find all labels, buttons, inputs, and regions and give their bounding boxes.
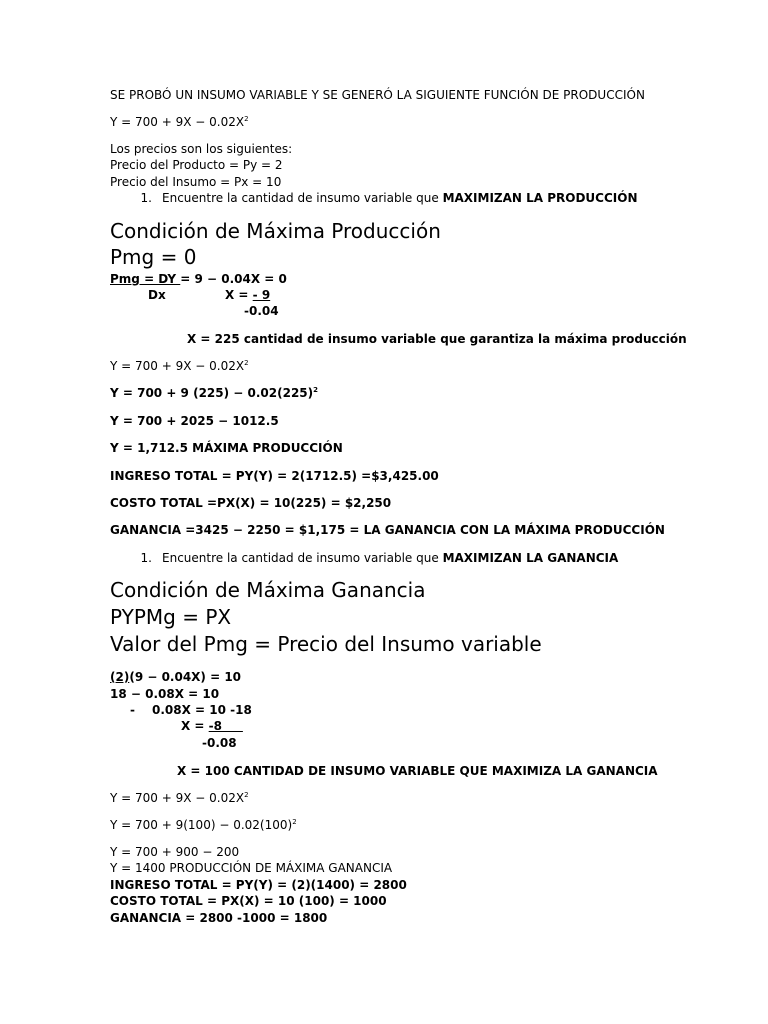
- price-product: Precio del Producto = Py = 2: [110, 158, 283, 172]
- maxprod-title: Condición de Máxima Producción: [110, 219, 441, 243]
- maxprofit-x-label: X =: [181, 719, 209, 733]
- maxprod-subtitle: Pmg = 0: [110, 245, 197, 269]
- maxprod-total-income: INGRESO TOTAL = PY(Y) = 2(1712.5) =$3,425.00: [110, 469, 439, 483]
- question-1-bold: MAXIMIZAN LA PRODUCCIÓN: [442, 191, 638, 205]
- maxprofit-profit: GANANCIA = 2800 -1000 = 1800: [110, 911, 328, 925]
- maxprod-result: X = 225 cantidad de insumo variable que garantiza la máxima producción: [187, 332, 687, 346]
- maxprod-dx: Dx: [148, 288, 166, 302]
- maxprofit-substitution-2: Y = 700 + 900 − 200: [110, 845, 240, 859]
- maxprod-derivative: [110, 272, 287, 286]
- maxprofit-eq-3: 0.08X = 10 -18: [152, 703, 252, 717]
- maxprofit-x-fraction: [181, 719, 243, 733]
- maxprofit-function-exponent: 2: [244, 791, 249, 799]
- maxprofit-x-denominator: -0.08: [202, 736, 237, 750]
- maxprofit-y-value: Y = 1400 PRODUCCIÓN DE MÁXIMA GANANCIA: [110, 861, 393, 875]
- maxprofit-substitution-1: [110, 818, 297, 832]
- maxprofit-function-base: Y = 700 + 9X − 0.02X: [110, 791, 245, 805]
- maxprofit-substitution-1-exponent: 2: [292, 818, 297, 826]
- maxprod-total-cost: COSTO TOTAL =PX(X) = 10(225) = $2,250: [110, 496, 392, 510]
- question-1: [110, 191, 638, 205]
- intro-heading: SE PROBÓ UN INSUMO VARIABLE Y SE GENERÓ LA SIGUIENTE FUNCIÓN DE PRODUCCIÓN: [110, 88, 645, 102]
- production-function: [110, 115, 249, 129]
- question-1-text: Encuentre la cantidad de insumo variable que: [162, 191, 443, 205]
- maxprod-derivative-rest: = 9 − 0.04X = 0: [180, 272, 287, 286]
- maxprofit-eq-1-underlined: (2): [110, 670, 130, 684]
- maxprod-x-numerator: - 9: [252, 288, 271, 302]
- maxprofit-eq-1: [110, 670, 241, 684]
- maxprod-substitution-2: Y = 700 + 2025 − 1012.5: [110, 414, 279, 428]
- maxprod-x-label: X =: [225, 288, 253, 302]
- maxprod-function-exponent: 2: [244, 359, 249, 367]
- maxprod-y-value: Y = 1,712.5 MÁXIMA PRODUCCIÓN: [110, 441, 343, 455]
- maxprofit-title: Condición de Máxima Ganancia: [110, 578, 426, 602]
- maxprofit-eq-3-dash: -: [130, 703, 135, 717]
- maxprofit-total-cost: COSTO TOTAL = PX(X) = 10 (100) = 1000: [110, 894, 387, 908]
- production-function-base: Y = 700 + 9X − 0.02X: [110, 115, 245, 129]
- question-2-text: Encuentre la cantidad de insumo variable que: [162, 551, 443, 565]
- maxprofit-result: X = 100 CANTIDAD DE INSUMO VARIABLE QUE MAXIMIZA LA GANANCIA: [177, 764, 658, 778]
- maxprod-function-base: Y = 700 + 9X − 0.02X: [110, 359, 245, 373]
- production-function-exponent: 2: [244, 115, 249, 123]
- list-number: 1.: [140, 551, 152, 565]
- maxprofit-function: [110, 791, 249, 805]
- maxprod-profit: GANANCIA =3425 − 2250 = $1,175 = LA GANANCIA CON LA MÁXIMA PRODUCCIÓN: [110, 523, 665, 537]
- prices-intro: Los precios son los siguientes:: [110, 142, 293, 156]
- maxprod-function: [110, 359, 249, 373]
- question-2: [110, 551, 618, 565]
- maxprofit-substitution-1-base: Y = 700 + 9(100) − 0.02(100): [110, 818, 293, 832]
- maxprod-substitution-1-exponent: 2: [313, 386, 319, 394]
- list-number: 1.: [140, 191, 152, 205]
- maxprod-x-denominator: -0.04: [244, 304, 279, 318]
- maxprofit-subtitle: PYPMg = PX: [110, 605, 232, 629]
- maxprod-derivative-underlined: Pmg = DY: [110, 272, 181, 286]
- price-input: Precio del Insumo = Px = 10: [110, 175, 282, 189]
- maxprofit-x-numerator: -8: [208, 719, 243, 733]
- question-2-bold: MAXIMIZAN LA GANANCIA: [442, 551, 619, 565]
- maxprod-substitution-1: [110, 386, 318, 400]
- maxprofit-condition: Valor del Pmg = Precio del Insumo variable: [110, 632, 542, 656]
- maxprofit-eq-2: 18 − 0.08X = 10: [110, 687, 220, 701]
- maxprofit-total-income: INGRESO TOTAL = PY(Y) = (2)(1400) = 2800: [110, 878, 407, 892]
- maxprofit-eq-1-rest: (9 − 0.04X) = 10: [129, 670, 242, 684]
- maxprod-x-fraction: [225, 288, 270, 302]
- maxprod-substitution-1-base: Y = 700 + 9 (225) − 0.02(225): [110, 386, 314, 400]
